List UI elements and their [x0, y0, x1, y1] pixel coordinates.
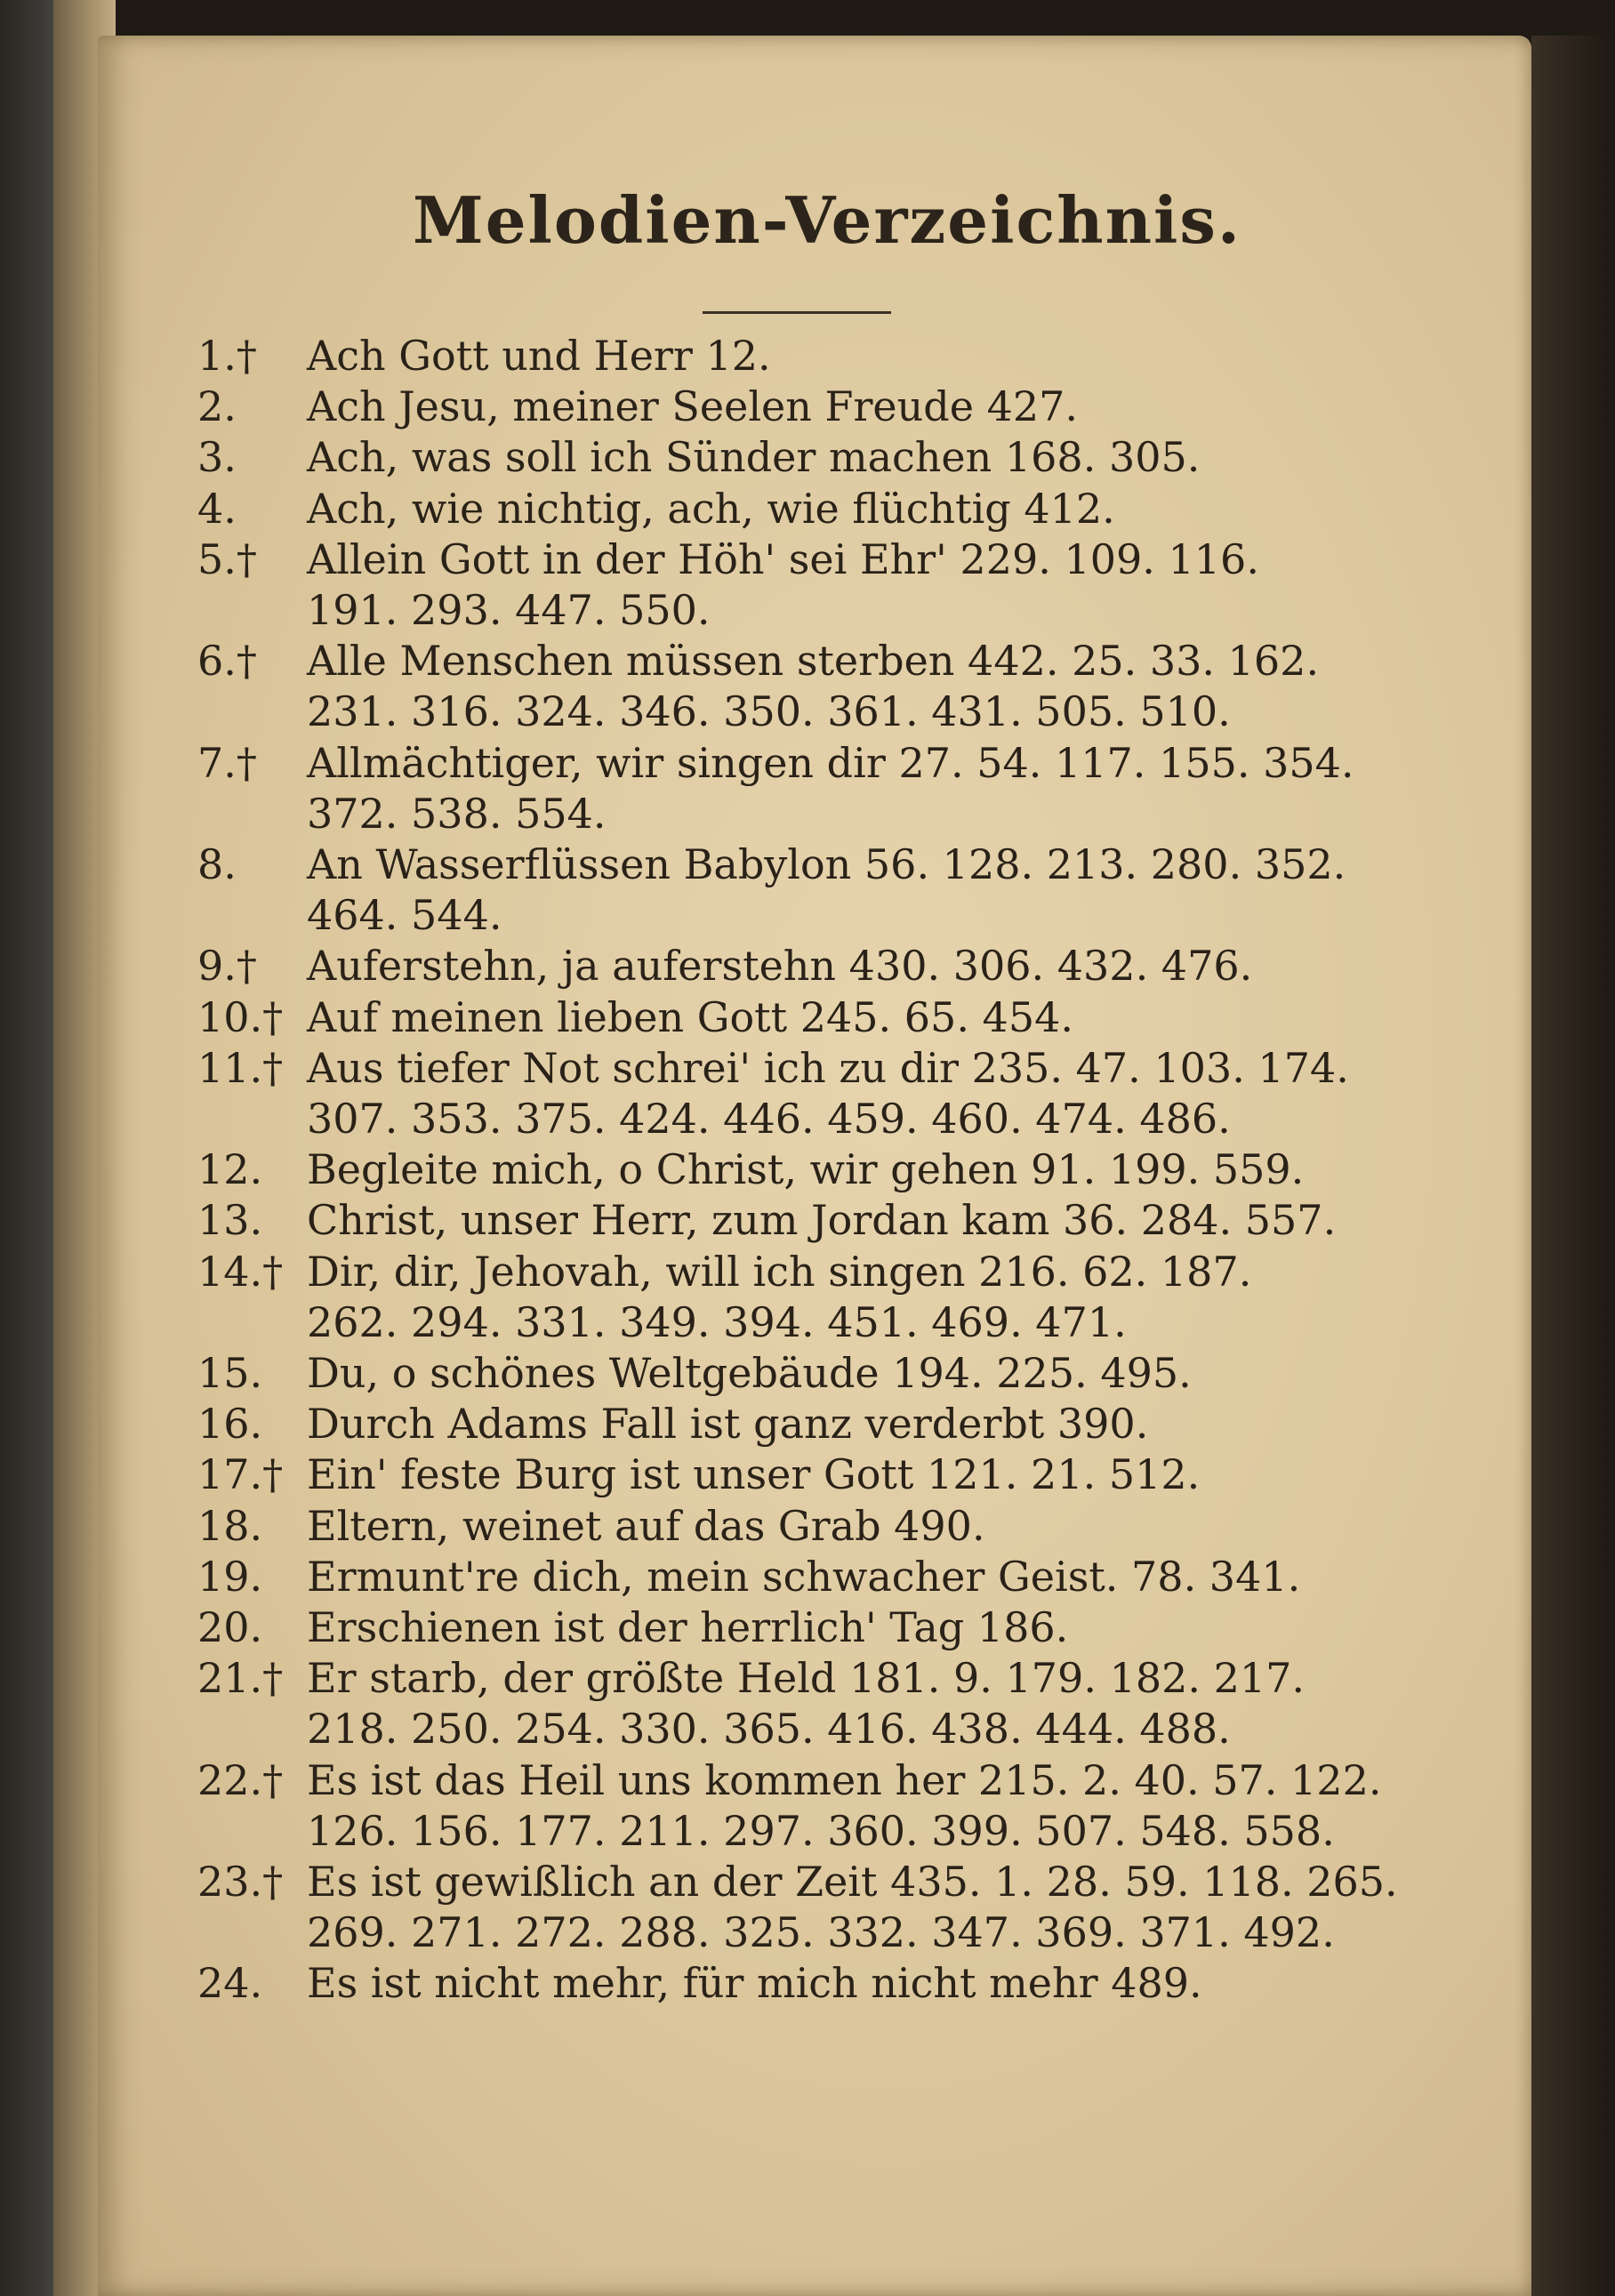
entry-title: Christ, unser Herr, zum Jordan kam 36. 284. 557. [307, 1196, 1337, 1245]
entry-references: 269. 271. 272. 288. 325. 332. 347. 369. 371. 492. [307, 1908, 1335, 1957]
entry-number: 17.† [197, 1450, 284, 1499]
entry-title: Aus tiefer Not schrei' ich zu dir 235. 47. 103. 174. [307, 1043, 1349, 1092]
entry-title: Durch Adams Fall ist ganz verderbt 390. [307, 1400, 1149, 1449]
entry-number: 8. [197, 840, 237, 888]
entry-number: 18. [197, 1501, 263, 1550]
entry-references: 191. 293. 447. 550. [307, 586, 711, 634]
entry-title: Auf meinen lieben Gott 245. 65. 454. [307, 992, 1073, 1041]
entry-references: 262. 294. 331. 349. 394. 451. 469. 471. [307, 1297, 1127, 1346]
entry-number: 6.† [197, 637, 257, 686]
entry-number: 5.† [197, 534, 257, 583]
entry-title: Erschienen ist der herrlich' Tag 186. [307, 1603, 1069, 1651]
title-divider [703, 311, 891, 314]
entry-number: 23.† [197, 1858, 284, 1906]
entry-number: 14.† [197, 1247, 284, 1296]
entry-number: 12. [197, 1145, 263, 1194]
entry-number: 11.† [197, 1043, 284, 1092]
entry-references: 231. 316. 324. 346. 350. 361. 431. 505. 510. [307, 687, 1231, 736]
entry-number: 9.† [197, 942, 257, 991]
entry-title: Ach Jesu, meiner Seelen Freude 427. [307, 382, 1078, 431]
entry-references: 307. 353. 375. 424. 446. 459. 460. 474. 486. [307, 1095, 1231, 1143]
entry-number: 24. [197, 1959, 263, 2008]
entry-references: 126. 156. 177. 211. 297. 360. 399. 507. 548. 558. [307, 1806, 1335, 1855]
entry-title: Dir, dir, Jehovah, will ich singen 216. 62. 187. [307, 1247, 1252, 1296]
entry-title: Es ist nicht mehr, für mich nicht mehr 489. [307, 1959, 1202, 2008]
entry-title: Ach, wie nichtig, ach, wie flüchtig 412. [307, 484, 1115, 533]
entry-title: Allein Gott in der Höh' sei Ehr' 229. 109. 116. [307, 534, 1259, 583]
entry-title: Ach Gott und Herr 12. [307, 332, 771, 380]
entry-references: 464. 544. [307, 891, 502, 940]
entry-title: Auferstehn, ja auferstehn 430. 306. 432. 476. [307, 942, 1253, 991]
entry-title: Begleite mich, o Christ, wir gehen 91. 199. 559. [307, 1145, 1305, 1194]
entry-title: Ein' feste Burg ist unser Gott 121. 21. 512. [307, 1450, 1201, 1499]
page-title: Melodien-Verzeichnis. [413, 182, 1241, 258]
entry-number: 4. [197, 484, 237, 533]
entry-title: Es ist das Heil uns kommen her 215. 2. 40. 57. 122. [307, 1755, 1382, 1804]
entry-title: Es ist gewißlich an der Zeit 435. 1. 28. 59. 118. 265. [307, 1858, 1398, 1906]
entry-number: 2. [197, 382, 237, 431]
entry-title: Du, o schönes Weltgebäude 194. 225. 495. [307, 1349, 1192, 1397]
entry-number: 19. [197, 1552, 263, 1601]
entry-number: 3. [197, 433, 237, 482]
entry-title: Ach, was soll ich Sünder machen 168. 305. [307, 433, 1201, 482]
page-shadow-edge [1531, 36, 1615, 2296]
entry-references: 218. 250. 254. 330. 365. 416. 438. 444. 488. [307, 1705, 1231, 1754]
entry-title: Eltern, weinet auf das Grab 490. [307, 1501, 985, 1550]
entry-title: Allmächtiger, wir singen dir 27. 54. 117. 155. 354. [307, 738, 1354, 787]
entry-title: Ermunt're dich, mein schwacher Geist. 78. 341. [307, 1552, 1301, 1601]
entry-number: 10.† [197, 992, 284, 1041]
entry-number: 21.† [197, 1654, 284, 1703]
entry-number: 13. [197, 1196, 263, 1245]
entry-references: 372. 538. 554. [307, 789, 607, 838]
entry-number: 22.† [197, 1755, 284, 1804]
entry-number: 16. [197, 1400, 263, 1449]
entry-title: Er starb, der größte Held 181. 9. 179. 182. 217. [307, 1654, 1306, 1703]
entry-number: 7.† [197, 738, 257, 787]
entry-number: 1.† [197, 332, 257, 380]
entry-number: 15. [197, 1349, 263, 1397]
entry-title: An Wasserflüssen Babylon 56. 128. 213. 280. 352. [307, 840, 1346, 888]
entry-number: 20. [197, 1603, 263, 1651]
entry-title: Alle Menschen müssen sterben 442. 25. 33. 162. [307, 637, 1320, 686]
